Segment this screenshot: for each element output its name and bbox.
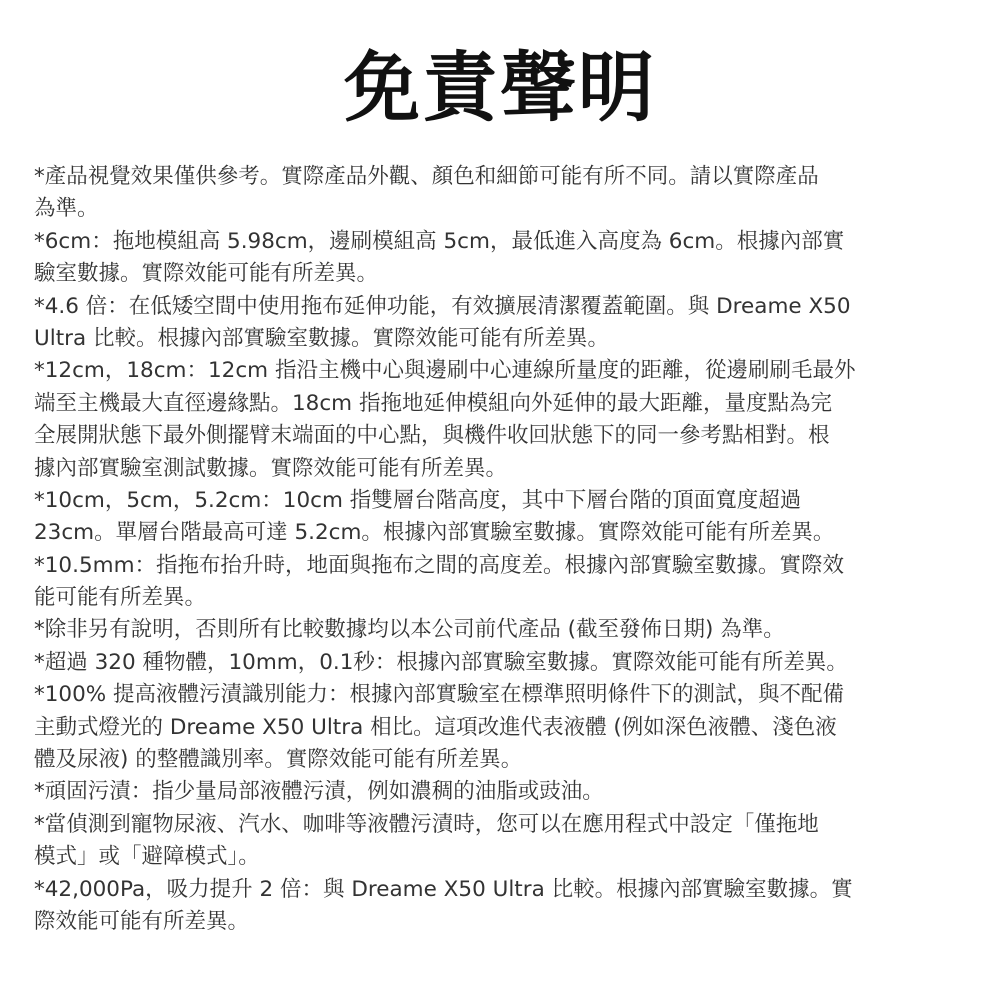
disclaimer-line: *除非另有說明，否則所有比較數據均以本公司前代產品 (截至發佈日期) 為準。	[34, 617, 785, 643]
disclaimer-line: 驗室數據。實際效能可能有所差異。	[34, 261, 379, 287]
disclaimer-line: 際效能可能有所差異。	[34, 908, 250, 934]
disclaimer-line: 主動式燈光的 Dreame X50 Ultra 相比。這項改進代表液體 (例如深色液體、淺色液	[34, 714, 837, 740]
disclaimer-line: 能可能有所差異。	[34, 585, 207, 611]
disclaimer-line: *10cm，5cm，5.2cm：10cm 指雙層台階高度，其中下層台階的頂面寬度超過	[34, 487, 802, 513]
disclaimer-line: 體及尿液) 的整體識別率。實際效能可能有所差異。	[34, 747, 523, 773]
disclaimer-line: *12cm，18cm：12cm 指沿主機中心與邊刷中心連線所量度的距離，從邊刷刷毛最外	[34, 358, 856, 384]
disclaimer-line: 23cm。單層台階最高可達 5.2cm。根據內部實驗室數據。實際效能可能有所差異。	[34, 520, 835, 546]
disclaimer-line: *頑固污漬：指少量局部液體污漬，例如濃稠的油脂或豉油。	[34, 779, 604, 805]
disclaimer-line: 模式」或「避障模式」。	[34, 844, 260, 870]
disclaimer-line: *100% 提高液體污漬識別能力：根據內部實驗室在標準照明條件下的測試，與不配備	[34, 682, 845, 708]
disclaimer-line: *超過 320 種物體，10mm，0.1秒：根據內部實驗室數據。實際效能可能有所差異。	[34, 649, 848, 675]
disclaimer-line: *產品視覺效果僅供參考。實際產品外觀、顏色和細節可能有所不同。請以實際產品	[34, 164, 819, 189]
disclaimer-line: *當偵測到寵物尿液、汽水、咖啡等液體污漬時，您可以在應用程式中設定「僅拖地	[34, 811, 819, 837]
disclaimer-line: 端至主機最大直徑邊緣點。18cm 指拖地延伸模組向外延伸的最大距離，量度點為完	[34, 390, 832, 416]
disclaimer-line: *4.6 倍：在低矮空間中使用拖布延伸功能，有效擴展清潔覆蓋範圍。與 Dreame X50	[34, 293, 851, 319]
disclaimer-line: 全展開狀態下最外側擺臂末端面的中心點，與機件收回狀態下的同一參考點相對。根	[34, 423, 830, 449]
disclaimer-line: 據內部實驗室測試數據。實際效能可能有所差異。	[34, 455, 508, 481]
disclaimer-line: Ultra 比較。根據內部實驗室數據。實際效能可能有所差異。	[34, 325, 609, 351]
disclaimer-line: 為準。	[34, 196, 99, 222]
disclaimer-line: *10.5mm：指拖布抬升時，地面與拖布之間的高度差。根據內部實驗室數據。實際效	[34, 552, 845, 578]
disclaimer-line: *6cm：拖地模組高 5.98cm，邊刷模組高 5cm，最低進入高度為 6cm。根據內部實	[34, 228, 845, 254]
page-title: 免責聲明	[344, 43, 656, 132]
disclaimer-body	[34, 161, 969, 938]
disclaimer-line: *42,000Pa，吸力提升 2 倍：與 Dreame X50 Ultra 比較。根據內部實驗室數據。實	[34, 876, 853, 902]
